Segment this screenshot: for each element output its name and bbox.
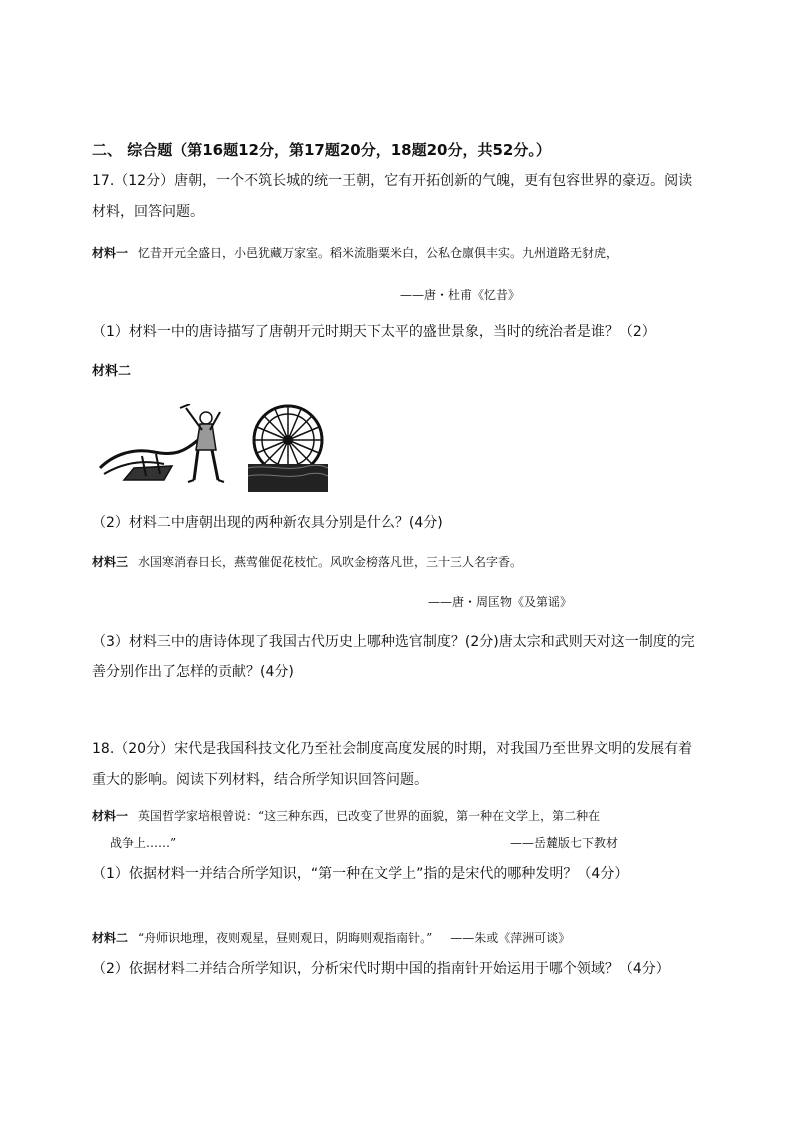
q18-material1-text-cont: 战争上……” — [110, 836, 177, 850]
q17-question2: （2）材料二中唐朝出现的两种新农具分别是什么？(4分) — [92, 515, 443, 531]
q18-intro-line1: 18.（20分）宋代是我国科技文化乃至社会制度高度发展的时期，对我国乃至世界文明的发展有着 — [92, 741, 693, 757]
q17-intro-line2: 材料，回答问题。 — [92, 204, 204, 220]
q17-question3-line2: 善分别作出了怎样的贡献？(4分) — [92, 664, 294, 680]
q17-intro-line1: 17.（12分）唐朝，一个不筑长城的统一王朝，它有开拓创新的气魄，更有包容世界的豪迈。阅读 — [92, 173, 693, 189]
material-text: 水国寒消春日长，燕莺催促花枝忙。风吹金榜落凡世，三十三人名字香。 — [138, 555, 523, 569]
q17-material3 — [92, 552, 522, 572]
q17-material1-source: ——唐・杜甫《忆昔》 — [400, 288, 521, 302]
section-heading: 二、 综合题（第16题12分，第17题20分，18题20分，共52分。） — [92, 141, 551, 159]
q17-question1: （1）材料一中的唐诗描写了唐朝开元时期天下太平的盛世景象，当时的统治者是谁？（2） — [92, 324, 656, 340]
material-label: 材料二 — [92, 931, 129, 945]
plough-illustration — [94, 404, 234, 486]
q18-intro-line2: 重大的影响。阅读下列材料，结合所学知识回答问题。 — [92, 772, 428, 788]
q17-question3-line1: （3）材料三中的唐诗体现了我国古代历史上哪种选官制度？(2分)唐太宗和武则天对这一制度的完 — [92, 634, 695, 650]
q18-question2: （2）依据材料二并结合所学知识，分析宋代时期中国的指南针开始运用于哪个领域？（4分） — [92, 961, 670, 977]
material-label: 材料一 — [92, 246, 129, 260]
q18-material2 — [92, 928, 570, 948]
material-text: 忆昔开元全盛日，小邑犹藏万家室。稻米流脂粟米白，公私仓廪俱丰实。九州道路无豺虎， — [138, 246, 619, 260]
q17-material2-label: 材料二 — [92, 364, 132, 379]
q18-question1: （1）依据材料一并结合所学知识，“第一种在文学上”指的是宋代的哪种发明？（4分） — [92, 866, 629, 882]
q18-material1 — [92, 806, 600, 826]
material-text: “舟师识地理，夜则观星，昼则观日，阴晦则观指南针。” — [138, 931, 433, 945]
material-source: ——朱或《萍洲可谈》 — [450, 931, 571, 945]
material-label: 材料三 — [92, 555, 129, 569]
q17-material3-source: ——唐・周匡物《及第谣》 — [428, 595, 573, 609]
material-label: 材料一 — [92, 809, 129, 823]
water-wheel-illustration — [248, 402, 328, 492]
q17-material1 — [92, 243, 618, 263]
q18-material1-source: ——岳麓版七下教材 — [510, 836, 619, 850]
material-text: 英国哲学家培根曾说：“这三种东西，已改变了世界的面貌，第一种在文学上，第二种在 — [138, 809, 601, 823]
